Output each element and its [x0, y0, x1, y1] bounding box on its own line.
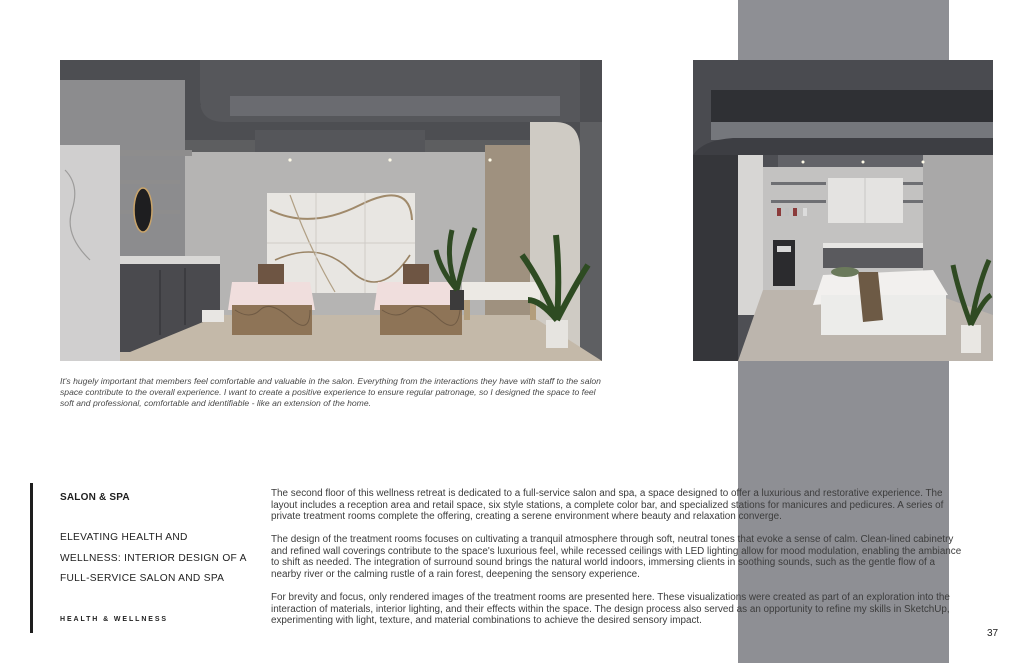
render-double-treatment-room [60, 60, 602, 361]
section-subtitle: ELEVATING HEALTH AND WELLNESS: INTERIOR DESIGN OF A FULL-SERVICE SALON AND SPA [60, 532, 247, 584]
body-paragraph: The second floor of this wellness retreat is dedicated to a full-service salon and spa, a space designed to offer a luxurious and restorative experience. The layout includes a reception area and retail space, six style stations, a complete color bar, and specialized stations for manicures and pedicures. A series of private treatment rooms complete the offering, creating a serene environment where beauty and relaxation converge. [271, 488, 944, 523]
page-number: 37 [987, 628, 999, 639]
section-rule [30, 483, 33, 633]
category-tag: HEALTH & WELLNESS [60, 616, 169, 623]
image-caption: It's hugely important that members feel comfortable and valuable in the salon. Everything from the interactions they have with staff to the salon space contribute to the overall experience. I want to create a positive experience to ensure regular patronage, so I designed the space to feel soft and professional, comfortable and identifiable - like an extension of the home. [60, 376, 601, 409]
body-paragraph: The design of the treatment rooms focuses on cultivating a tranquil atmosphere through soft, neutral tones that evoke a sense of calm. Clean-lined cabinetry and refined wall coverings contribute to the space's luxurious feel, while recessed ceilings with LED lighting allow for mood modulation, enabling the ambiance to shift as needed. The integration of surround sound brings the natural world indoors, immersing clients in soothing sounds, such as the gentle flow of a nearby river or the calming rustle of a rain forest, deepening the sensory experience. [271, 534, 962, 580]
body-paragraph: For brevity and focus, only rendered images of the treatment rooms are presented here. These visualizations were created as part of an exploration into the interaction of materials, interior lighting, and their effects within the space. The design process also served as an opportunity to refine my skills in SketchUp, experimenting with light, texture, and material combinations to achieve the desired sensory impact. [271, 591, 950, 627]
body-text [271, 488, 963, 638]
render-single-treatment-room [693, 60, 993, 361]
section-title: SALON & SPA [60, 492, 130, 503]
